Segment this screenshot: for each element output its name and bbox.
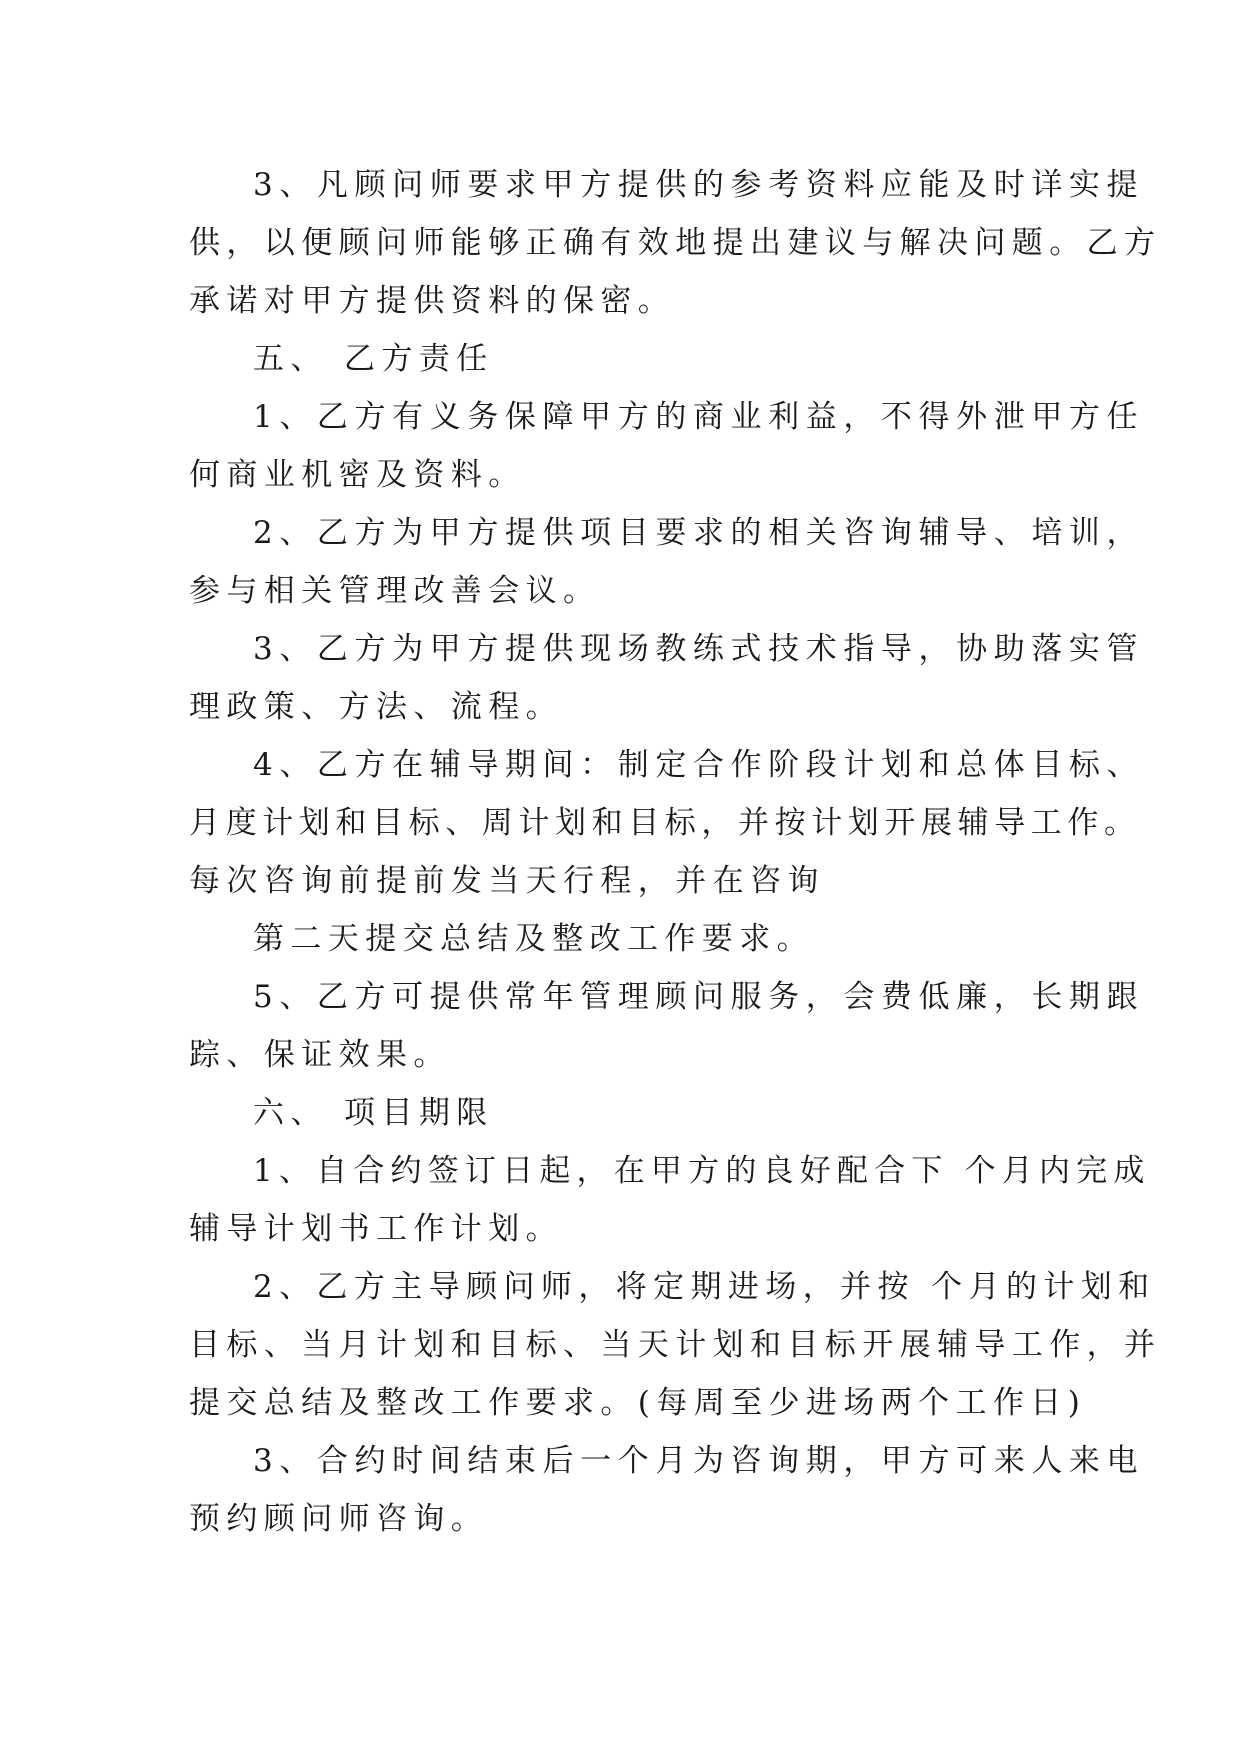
text-line: 辅导计划书工作计划。 xyxy=(189,1211,563,1247)
text-line: 踪、保证效果。 xyxy=(189,1037,451,1073)
text-line: 承诺对甲方提供资料的保密。 xyxy=(189,283,676,319)
section-heading: 六、 项目期限 xyxy=(253,1095,494,1131)
text-line: 目标、当月计划和目标、当天计划和目标开展辅导工作，并 xyxy=(189,1327,1162,1363)
text-line: 提交总结及整改工作要求。(每周至少进场两个工作日) xyxy=(189,1385,1087,1421)
text-line: 5、乙方可提供常年管理顾问服务，会费低廉，长期跟 xyxy=(253,979,1145,1015)
text-line: 预约顾问师咨询。 xyxy=(189,1501,489,1537)
text-line: 月度计划和目标、周计划和目标，并按计划开展辅导工作。 xyxy=(189,805,1141,841)
text-line: 4、乙方在辅导期间：制定合作阶段计划和总体目标、 xyxy=(253,747,1145,783)
text-line: 每次咨询前提前发当天行程，并在咨询 xyxy=(189,863,825,899)
text-line: 3、合约时间结束后一个月为咨询期，甲方可来人来电 xyxy=(253,1443,1145,1479)
text-line: 1、乙方有义务保障甲方的商业利益，不得外泄甲方任 xyxy=(253,399,1145,435)
text-line: 参与相关管理改善会议。 xyxy=(189,573,601,609)
text-line: 供，以便顾问师能够正确有效地提出建议与解决问题。乙方 xyxy=(189,225,1162,261)
text-line: 3、凡顾问师要求甲方提供的参考资料应能及时详实提 xyxy=(253,167,1145,203)
text-line: 2、乙方为甲方提供项目要求的相关咨询辅导、培训， xyxy=(253,515,1145,551)
text-line: 第二天提交总结及整改工作要求。 xyxy=(253,921,814,957)
text-line: 2、乙方主导顾问师，将定期进场，并按 个月的计划和 xyxy=(253,1269,1156,1305)
text-line: 理政策、方法、流程。 xyxy=(189,689,563,725)
text-line: 何商业机密及资料。 xyxy=(189,457,526,493)
text-line: 3、乙方为甲方提供现场教练式技术指导，协助落实管 xyxy=(253,631,1145,667)
section-heading: 五、 乙方责任 xyxy=(253,341,494,377)
text-line: 1、自合约签订日起，在甲方的良好配合下 个月内完成 xyxy=(253,1153,1151,1189)
